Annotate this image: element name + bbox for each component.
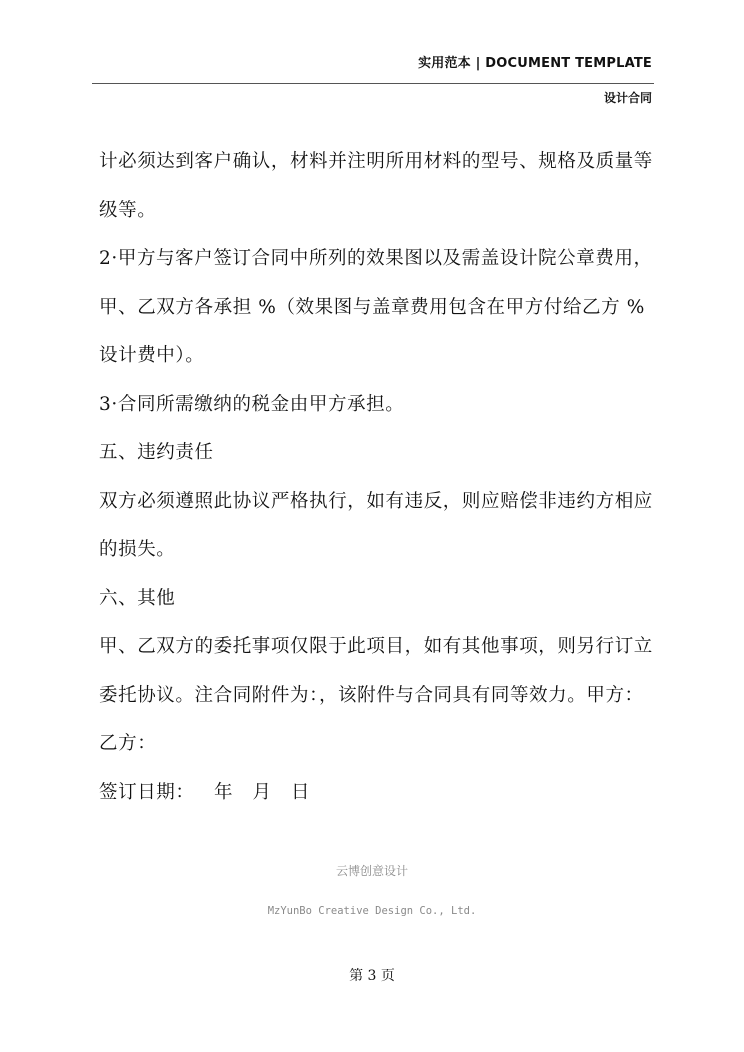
header-divider: [92, 83, 654, 84]
document-body: [99, 138, 659, 817]
paragraph-breach: 双方必须遵照此协议严格执行，如有违反，则应赔偿非违约方相应的损失。: [99, 490, 653, 560]
signing-date: 签订日期： 年 月 日: [99, 781, 311, 803]
footer-company-en: MzYunBo Creative Design Co., Ltd.: [267, 905, 477, 917]
section-heading-breach: 五、违约责任: [99, 442, 214, 463]
header-subtitle: 设计合同: [603, 91, 652, 105]
paragraph-other: 甲、乙双方的委托事项仅限于此项目，如有其他事项，则另行订立委托协议。注合同附件为：，该附件与合同具有同等效力。甲方：: [99, 636, 653, 706]
page-number: 第 3 页: [349, 968, 395, 984]
footer-company-cn: 云博创意设计: [335, 864, 408, 878]
paragraph-clause-2: 2·甲方与客户签订合同中所列的效果图以及需盖设计院公章费用，甲、乙双方各承担 %（效果图与盖章费用包含在甲方付给乙方 %设计费中）。: [99, 248, 653, 366]
paragraph-clause-3: 3·合同所需缴纳的税金由甲方承担。: [99, 393, 405, 415]
paragraph-design-confirmation: 计必须达到客户确认，材料并注明所用材料的型号、规格及质量等级等。: [99, 151, 653, 221]
header-title: 实用范本 | DOCUMENT TEMPLATE: [418, 56, 652, 71]
party-b-line: 乙方：: [99, 733, 157, 754]
section-heading-other: 六、其他: [99, 587, 176, 609]
